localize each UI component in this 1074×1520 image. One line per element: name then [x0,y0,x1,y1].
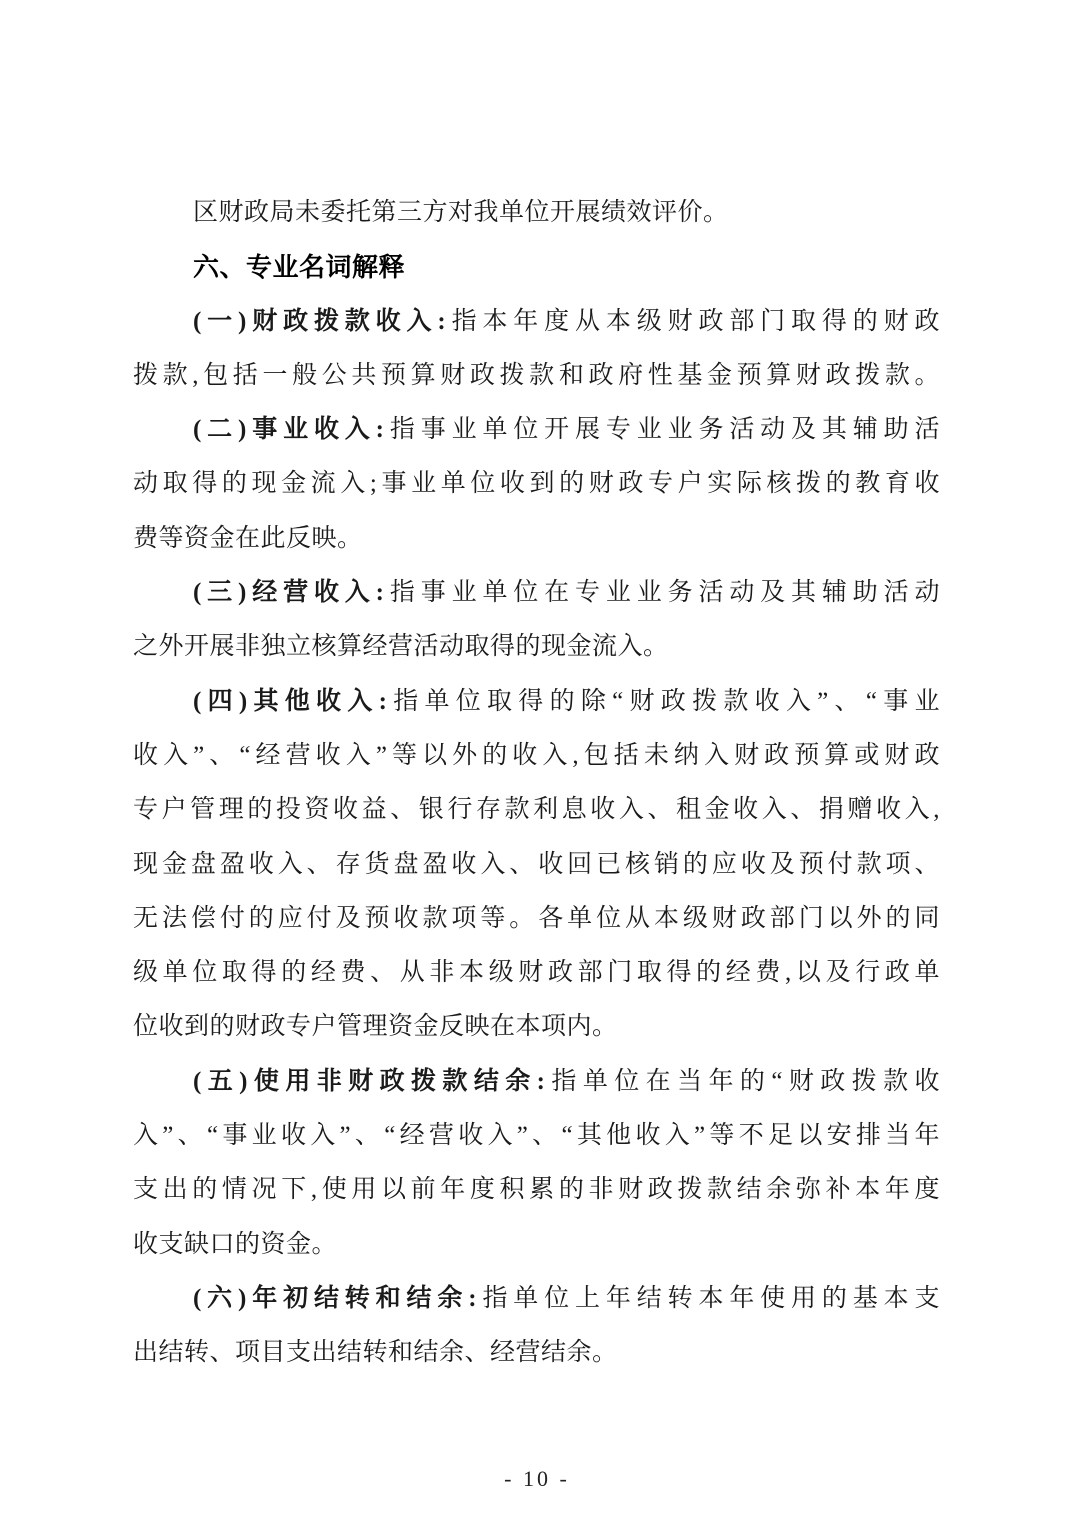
paragraph-line [133,1000,940,1054]
line-text: 指单位取得的除“财政拨款收入”、“事业 [387,687,940,715]
paragraph-line [133,620,940,674]
section-heading [133,240,940,294]
page-footer [0,1466,1074,1492]
page-number: - 10 - [504,1466,570,1491]
line-text: 出结转、项目支出结转和结余、经营结余。 [133,1339,618,1367]
line-text: 支出的情况下,使用以前年度积累的非财政拨款结余弥补本年度 [133,1176,940,1204]
term-label: (一)财政拨款收入: [193,307,447,335]
line-text: 收支缺口的资金。 [133,1230,338,1258]
line-text: 现金盘盈收入、存货盘盈收入、收回已核销的应收及预付款项、 [133,850,940,878]
paragraph-line [133,566,940,620]
term-label: (三)经营收入: [193,579,385,607]
line-text: 指事业单位在专业业务活动及其辅助活动 [384,579,940,607]
paragraph-line [133,1055,940,1109]
line-text: 之外开展非独立核算经营活动取得的现金流入。 [133,633,669,661]
term-label: (六)年初结转和结余: [193,1284,478,1312]
line-text: 级单位取得的经费、从非本级财政部门取得的经费,以及行政单 [133,959,940,987]
line-text: 专户管理的投资收益、银行存款利息收入、租金收入、捐赠收入, [133,796,940,824]
paragraph-line [133,783,940,837]
paragraph-line [133,403,940,457]
line-text: 入”、“事业收入”、“经营收入”、“其他收入”等不足以安排当年 [133,1122,940,1150]
paragraph-line [133,1163,940,1217]
paragraph-line [133,295,940,349]
line-text: 无法偿付的应付及预收款项等。各单位从本级财政部门以外的同 [133,904,940,932]
paragraph-line [133,675,940,729]
line-text: 指单位上年结转本年使用的基本支 [477,1284,940,1312]
paragraph-line [133,1109,940,1163]
paragraph-line [133,512,940,566]
paragraph-line [133,457,940,511]
line-text: 费等资金在此反映。 [133,524,363,552]
term-label: (四)其他收入: [193,687,388,715]
term-label: (五)使用非财政拨款结余: [193,1067,546,1095]
page-body [133,186,940,1381]
line-text: 区财政局未委托第三方对我单位开展绩效评价。 [193,199,729,226]
line-text: 位收到的财政专户管理资金反映在本项内。 [133,1013,618,1041]
line-text: 拨款,包括一般公共预算财政拨款和政府性基金预算财政拨款。 [133,361,940,389]
line-text: 动取得的现金流入;事业单位收到的财政专户实际核拨的教育收 [133,470,940,498]
paragraph-line [133,1218,940,1272]
paragraph-line [133,892,940,946]
line-text: 六、专业名词解释 [193,252,406,283]
line-text: 指本年度从本级财政部门取得的财政 [446,307,940,335]
paragraph-line [133,729,940,783]
line-text: 指单位在当年的“财政拨款收 [545,1067,940,1095]
line-text: 指事业单位开展专业业务活动及其辅助活 [384,416,940,444]
paragraph-line [133,1326,940,1380]
term-label: (二)事业收入: [193,416,385,444]
paragraph-line [133,349,940,403]
paragraph-line [133,186,940,240]
paragraph-line [133,838,940,892]
line-text: 收入”、“经营收入”等以外的收入,包括未纳入财政预算或财政 [133,741,940,769]
paragraph-line [133,946,940,1000]
paragraph-line [133,1272,940,1326]
